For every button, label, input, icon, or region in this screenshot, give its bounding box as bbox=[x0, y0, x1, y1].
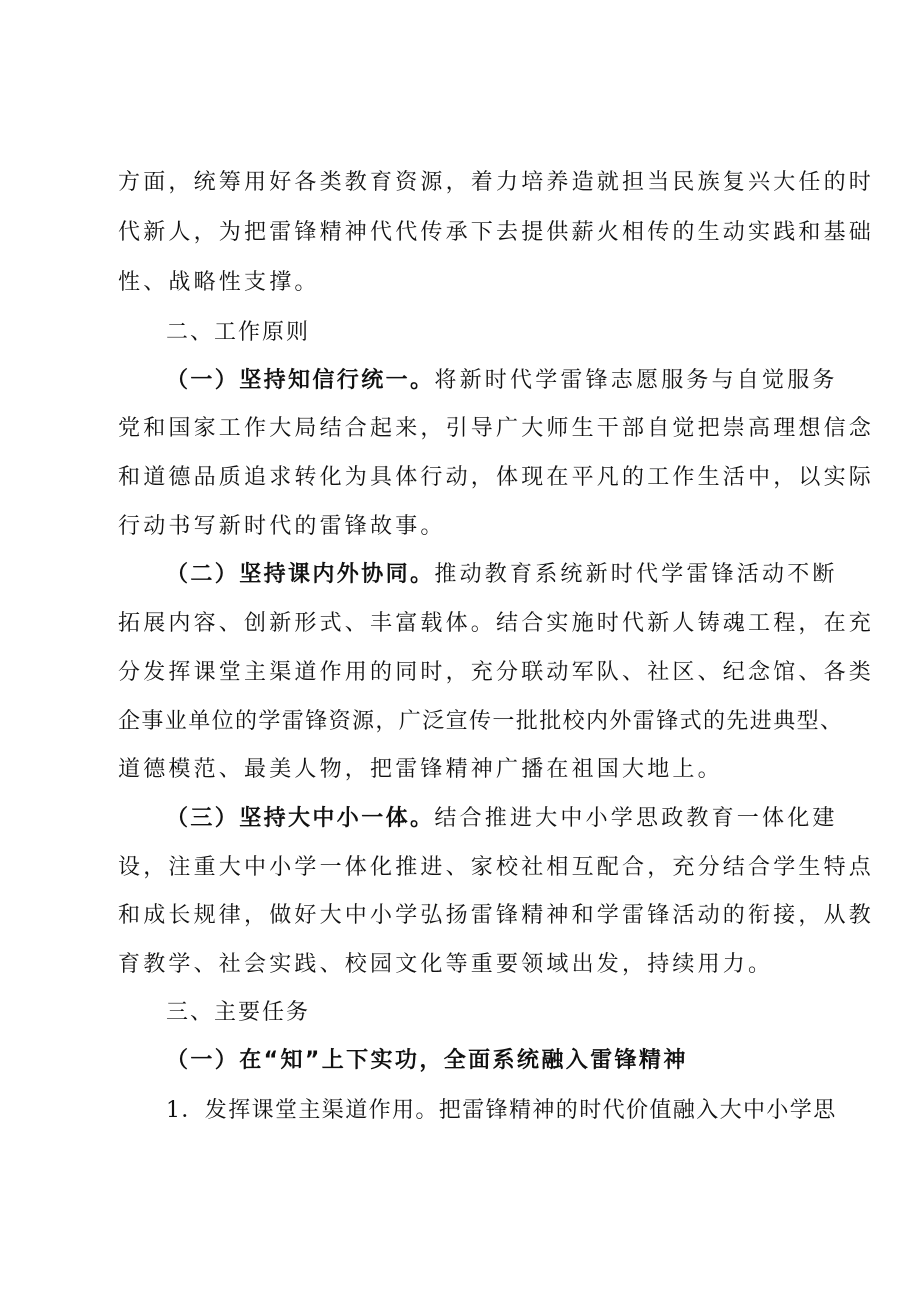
body-line: 和成长规律，做好大中小学弘扬雷锋精神和学雷锋活动的衔接，从教 bbox=[118, 903, 875, 928]
subsection-heading: （一）在“知”上下实功，全面系统融入雷锋精神 bbox=[166, 1048, 688, 1073]
body-line: 设，注重大中小学一体化推进、家校社相互配合，充分结合学生特点 bbox=[118, 855, 875, 880]
body-line: 企事业单位的学雷锋资源，广泛宣传一批批校内外雷锋式的先进典型、 bbox=[118, 709, 844, 734]
principle-1-line bbox=[166, 366, 838, 396]
body-line: 党和国家工作大局结合起来，引导广大师生干部自觉把崇高理想信念 bbox=[118, 416, 875, 441]
principle-2-text: 推动教育系统新时代学雷锋活动不断 bbox=[434, 562, 838, 587]
principle-3-title: （三）坚持大中小一体。 bbox=[166, 806, 435, 831]
body-line: 方面，统筹用好各类教育资源，着力培养造就担当民族复兴大任的时 bbox=[118, 170, 875, 195]
body-line: 道德模范、最美人物，把雷锋精神广播在祖国大地上。 bbox=[118, 757, 723, 782]
principle-2-line bbox=[166, 560, 838, 590]
body-line: 性、战略性支撑。 bbox=[118, 270, 320, 295]
task-item-1: 1．发挥课堂主渠道作用。把雷锋精神的时代价值融入大中小学思 bbox=[166, 1098, 837, 1123]
section-heading-principles: 二、工作原则 bbox=[166, 320, 311, 345]
body-line: 代新人，为把雷锋精神代代传承下去提供薪火相传的生动实践和基础 bbox=[118, 220, 875, 245]
body-line: 拓展内容、创新形式、丰富载体。结合实施时代新人铸魂工程，在充 bbox=[118, 611, 875, 636]
body-line: 育教学、社会实践、校园文化等重要领域出发，持续用力。 bbox=[118, 952, 774, 977]
principle-3-line bbox=[166, 804, 838, 834]
principle-2-title: （二）坚持课内外协同。 bbox=[166, 562, 435, 587]
body-line: 行动书写新时代的雷锋故事。 bbox=[118, 514, 446, 539]
principle-1-text: 将新时代学雷锋志愿服务与自觉服务 bbox=[434, 368, 838, 393]
section-heading-tasks: 三、主要任务 bbox=[166, 1000, 311, 1025]
body-line: 和道德品质追求转化为具体行动，体现在平凡的工作生活中，以实际 bbox=[118, 465, 875, 490]
body-line: 分发挥课堂主渠道作用的同时，充分联动军队、社区、纪念馆、各类 bbox=[118, 660, 875, 685]
principle-3-text: 结合推进大中小学思政教育一体化建 bbox=[434, 806, 838, 831]
principle-1-title: （一）坚持知信行统一。 bbox=[166, 368, 435, 393]
